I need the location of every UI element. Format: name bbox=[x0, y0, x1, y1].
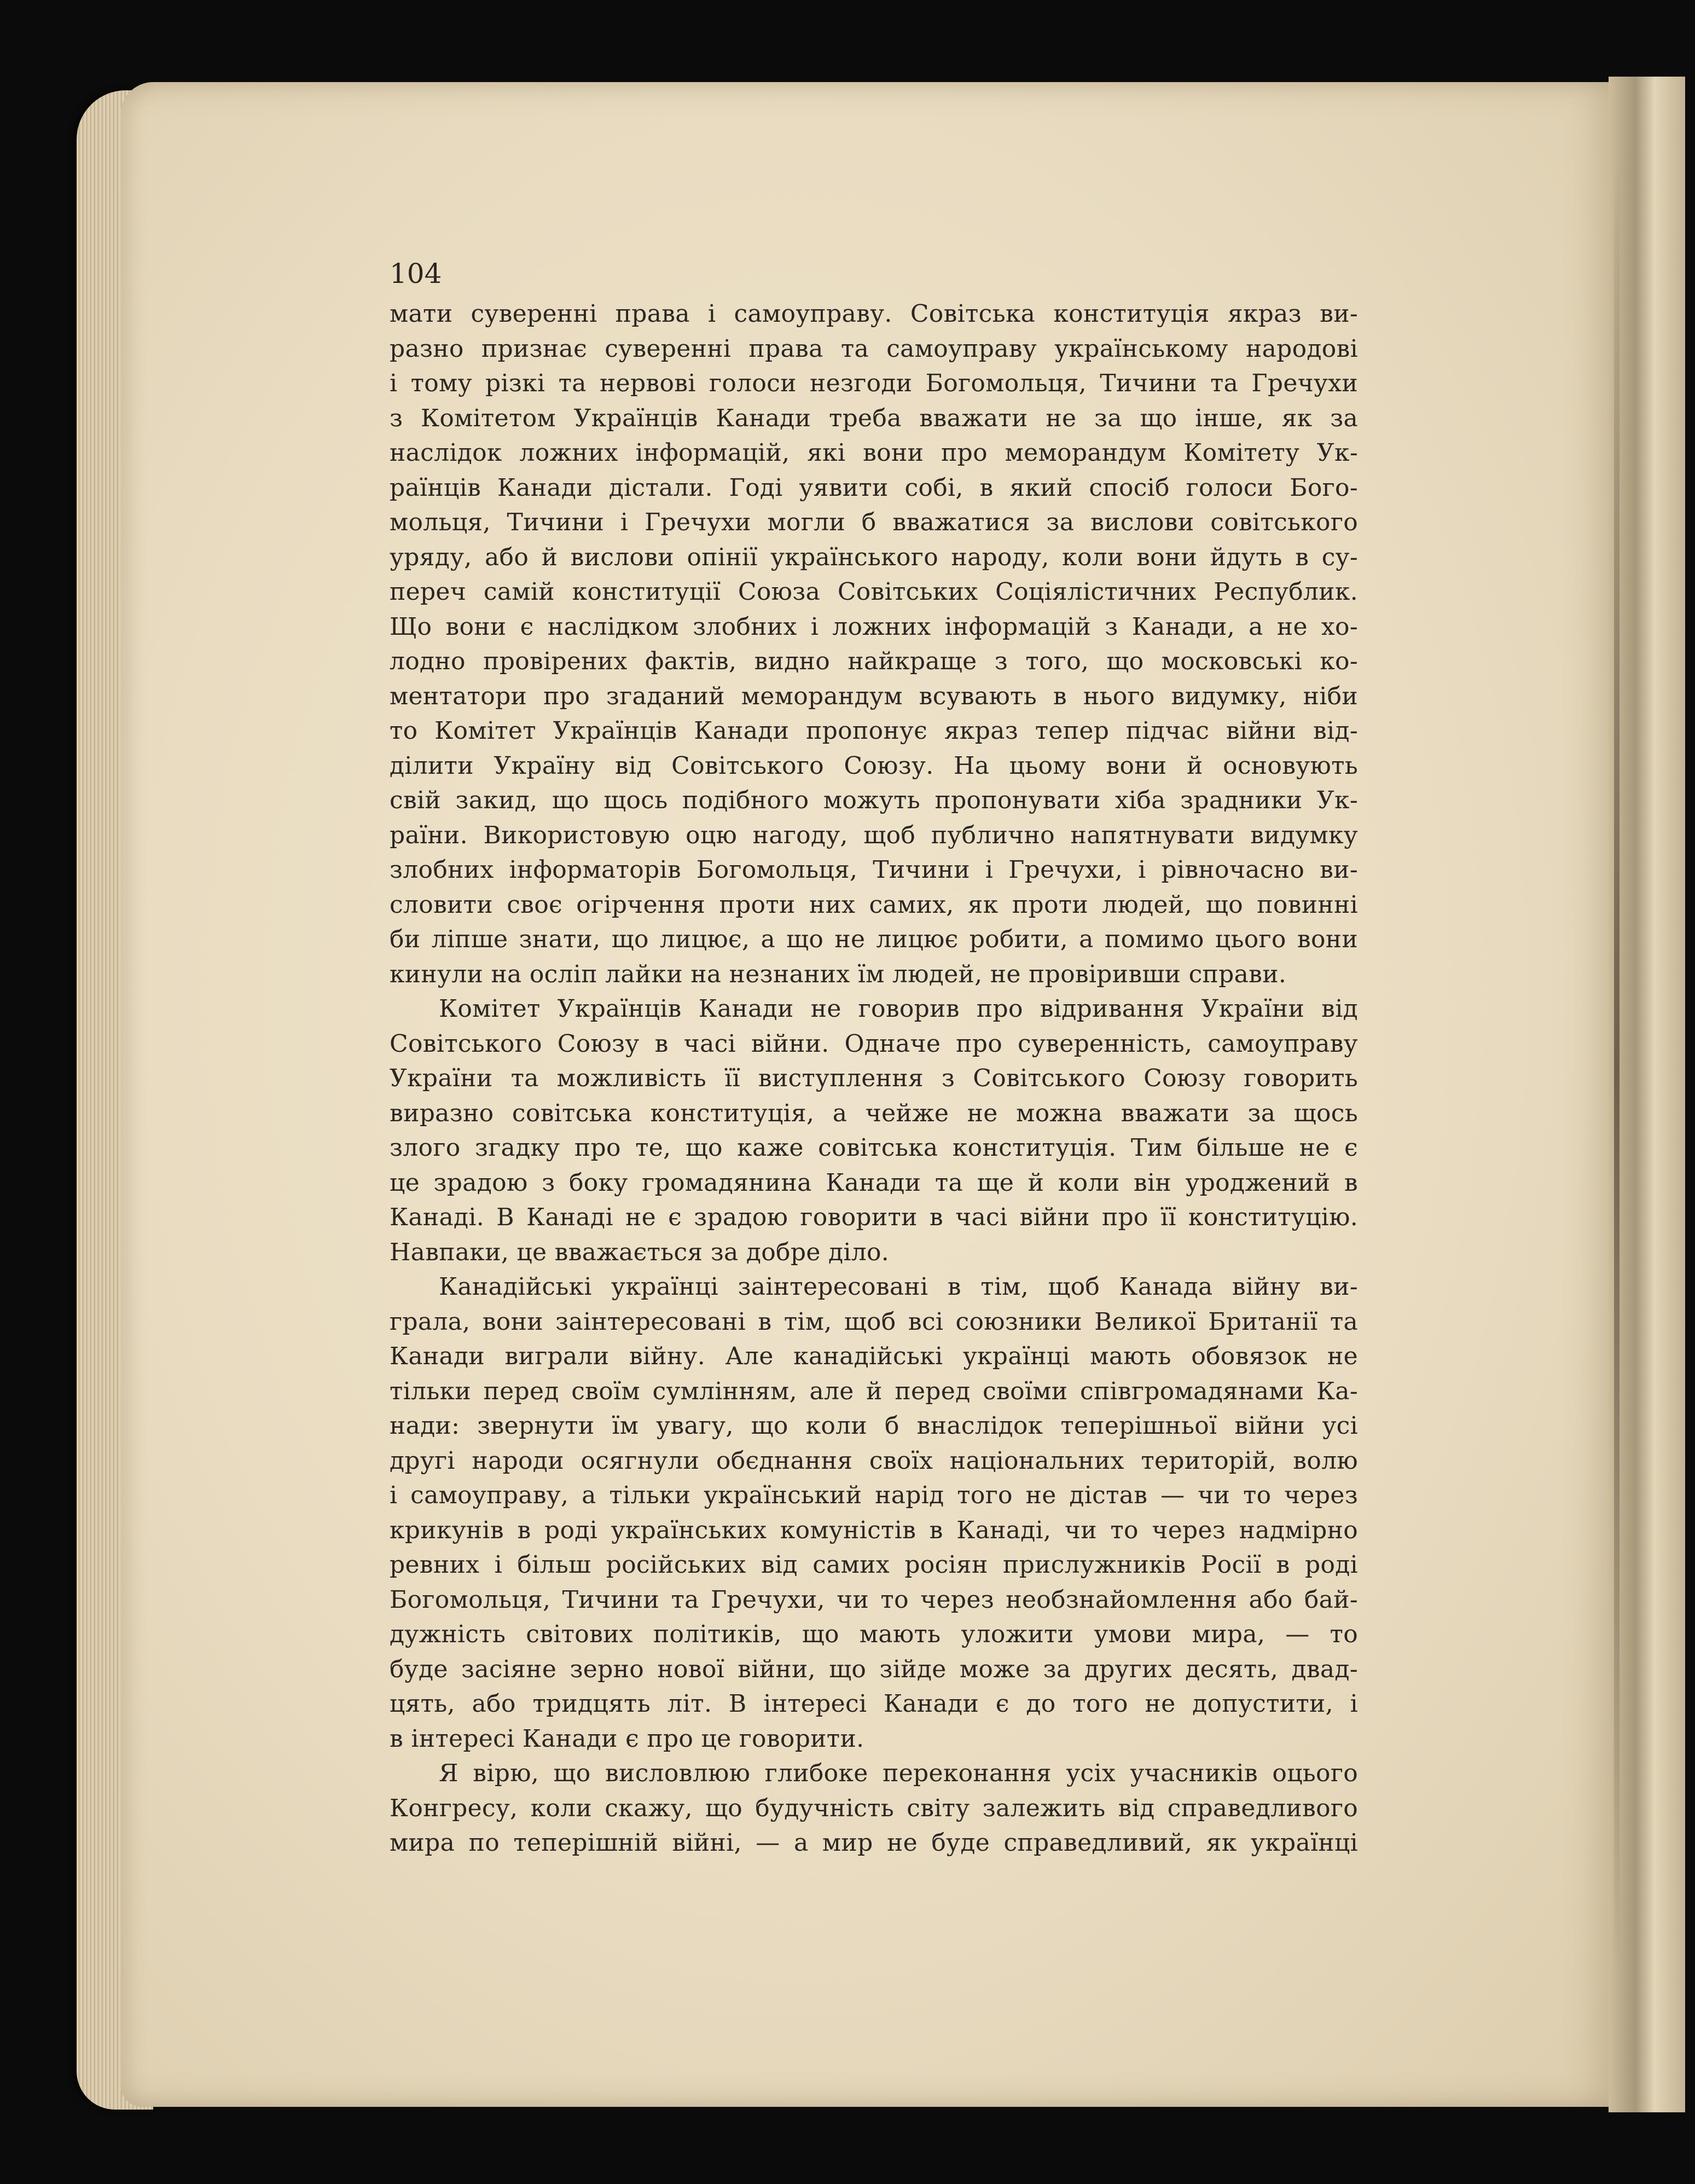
text-line: тільки перед своїм сумлінням, але й перед своїми співгромадянами Ка- bbox=[390, 1377, 1358, 1405]
text-line: Конгресу, коли скажу, що будучність світу залежить від справедливого bbox=[390, 1794, 1358, 1822]
text-line: то Комітет Українців Канади пропонує якраз тепер підчас війни від- bbox=[390, 717, 1358, 745]
text-line: з Комітетом Українців Канади треба вважати не за що інше, як за bbox=[390, 404, 1358, 432]
text-line: це зрадою з боку громадянина Канади та ще й коли він уроджений в bbox=[390, 1168, 1358, 1197]
gutter-shadow bbox=[1614, 164, 1619, 1970]
text-line: в інтересі Канади є про це говорити. bbox=[390, 1724, 864, 1753]
text-line: виразно совітська конституція, а чейже не можна вважати за щось bbox=[390, 1099, 1358, 1127]
text-line: Що вони є наслідком злобних і ложних інформацій з Канади, а не хо- bbox=[390, 612, 1358, 641]
text-line: злобних інформаторів Богомольця, Тичини і Гречухи, і рівночасно ви- bbox=[390, 856, 1358, 884]
text-line: лодно провірених фактів, видно найкраще з того, що московські ко- bbox=[390, 647, 1358, 675]
text-line: ділити Україну від Совітського Союзу. На цьому вони й основують bbox=[390, 751, 1358, 780]
text-line: цять, або тридцять літ. В інтересі Канади є до того не допустити, і bbox=[390, 1690, 1358, 1718]
text-line: і самоуправу, а тільки український нарід того не дістав — чи то через bbox=[390, 1481, 1358, 1509]
text-line: ревних і більш російських від самих росіян прислужників Росії в роді bbox=[390, 1551, 1358, 1579]
text-line: Я вірю, що висловлюю глибоке переконання усіх учасників оцього bbox=[439, 1759, 1358, 1787]
text-line: свій закид, що щось подібного можуть пропонувати хіба зрадники Ук- bbox=[390, 786, 1358, 814]
body-text bbox=[390, 297, 1358, 1861]
text-line: мира по теперішній війні, — а мир не буде справедливий, як українці bbox=[390, 1829, 1358, 1857]
text-line: Комітет Українців Канади не говорив про відривання України від bbox=[439, 995, 1358, 1023]
text-line: мати суверенні права і самоуправу. Совітська конституція якраз ви- bbox=[390, 300, 1358, 328]
page-text-block bbox=[390, 257, 1358, 1861]
text-line: Совітського Союзу в часі війни. Одначе про суверенність, самоуправу bbox=[390, 1029, 1358, 1058]
text-line: мольця, Тичини і Гречухи могли б вважатися за вислови совітського bbox=[390, 508, 1358, 536]
text-line: другі народи осягнули обєднання своїх національних територій, волю bbox=[390, 1446, 1358, 1475]
text-line: Канади виграли війну. Але канадійські українці мають обовязок не bbox=[390, 1342, 1358, 1370]
text-line: би ліпше знати, що лицює, а що не лицює робити, а помимо цього вони bbox=[390, 925, 1358, 953]
text-line: раїнців Канади дістали. Годі уявити собі, в який спосіб голоси Бого- bbox=[390, 473, 1358, 502]
text-line: кинули на осліп лайки на незнаних їм людей, не провіривши справи. bbox=[390, 960, 1287, 988]
text-line: буде засіяне зерно нової війни, що зійде може за других десять, двад- bbox=[390, 1655, 1358, 1683]
text-line: злого згадку про те, що каже совітська конституція. Тим більше не є bbox=[390, 1134, 1358, 1162]
text-line: дужність світових політиків, що мають уложити умови мира, — то bbox=[390, 1620, 1358, 1648]
text-line: грала, вони заінтересовані в тім, щоб всі союзники Великої Британії та bbox=[390, 1307, 1358, 1336]
text-line: разно признає суверенні права та самоуправу українському народові bbox=[390, 334, 1358, 363]
text-line: нади: звернути їм увагу, що коли б внаслідок теперішньої війни усі bbox=[390, 1412, 1358, 1440]
text-line: уряду, або й вислови опінії українського народу, коли вони йдуть в су- bbox=[390, 543, 1358, 571]
book-gutter bbox=[1609, 77, 1685, 2112]
text-line: Навпаки, це вважається за добре діло. bbox=[390, 1238, 890, 1266]
text-line: раїни. Використовую оцю нагоду, щоб публично напятнувати видумку bbox=[390, 821, 1358, 849]
text-line: Канадійські українці заінтересовані в тім, щоб Канада війну ви- bbox=[439, 1273, 1358, 1301]
text-line: переч самій конституції Союза Совітських Соціялістичних Республик. bbox=[390, 578, 1358, 606]
text-line: і тому різкі та нервові голоси незгоди Богомольця, Тичини та Гречухи bbox=[390, 369, 1358, 397]
text-line: словити своє огірчення проти них самих, як проти людей, що повинні bbox=[390, 890, 1358, 919]
text-line: ментатори про згаданий меморандум всувають в нього видумку, ніби bbox=[390, 682, 1358, 710]
page-number: 104 bbox=[390, 258, 442, 289]
text-line: Канаді. В Канаді не є зрадою говорити в часі війни про її конституцію. bbox=[390, 1203, 1358, 1231]
text-line: України та можливість її виступлення з Совітського Союзу говорить bbox=[390, 1064, 1358, 1092]
text-line: Богомольця, Тичини та Гречухи, чи то через необзнайомлення або бай- bbox=[390, 1585, 1358, 1614]
text-line: крикунів в роді українських комуністів в Канаді, чи то через надмірно bbox=[390, 1516, 1358, 1544]
text-line: наслідок ложних інформацій, які вони про меморандум Комітету Ук- bbox=[390, 439, 1358, 467]
